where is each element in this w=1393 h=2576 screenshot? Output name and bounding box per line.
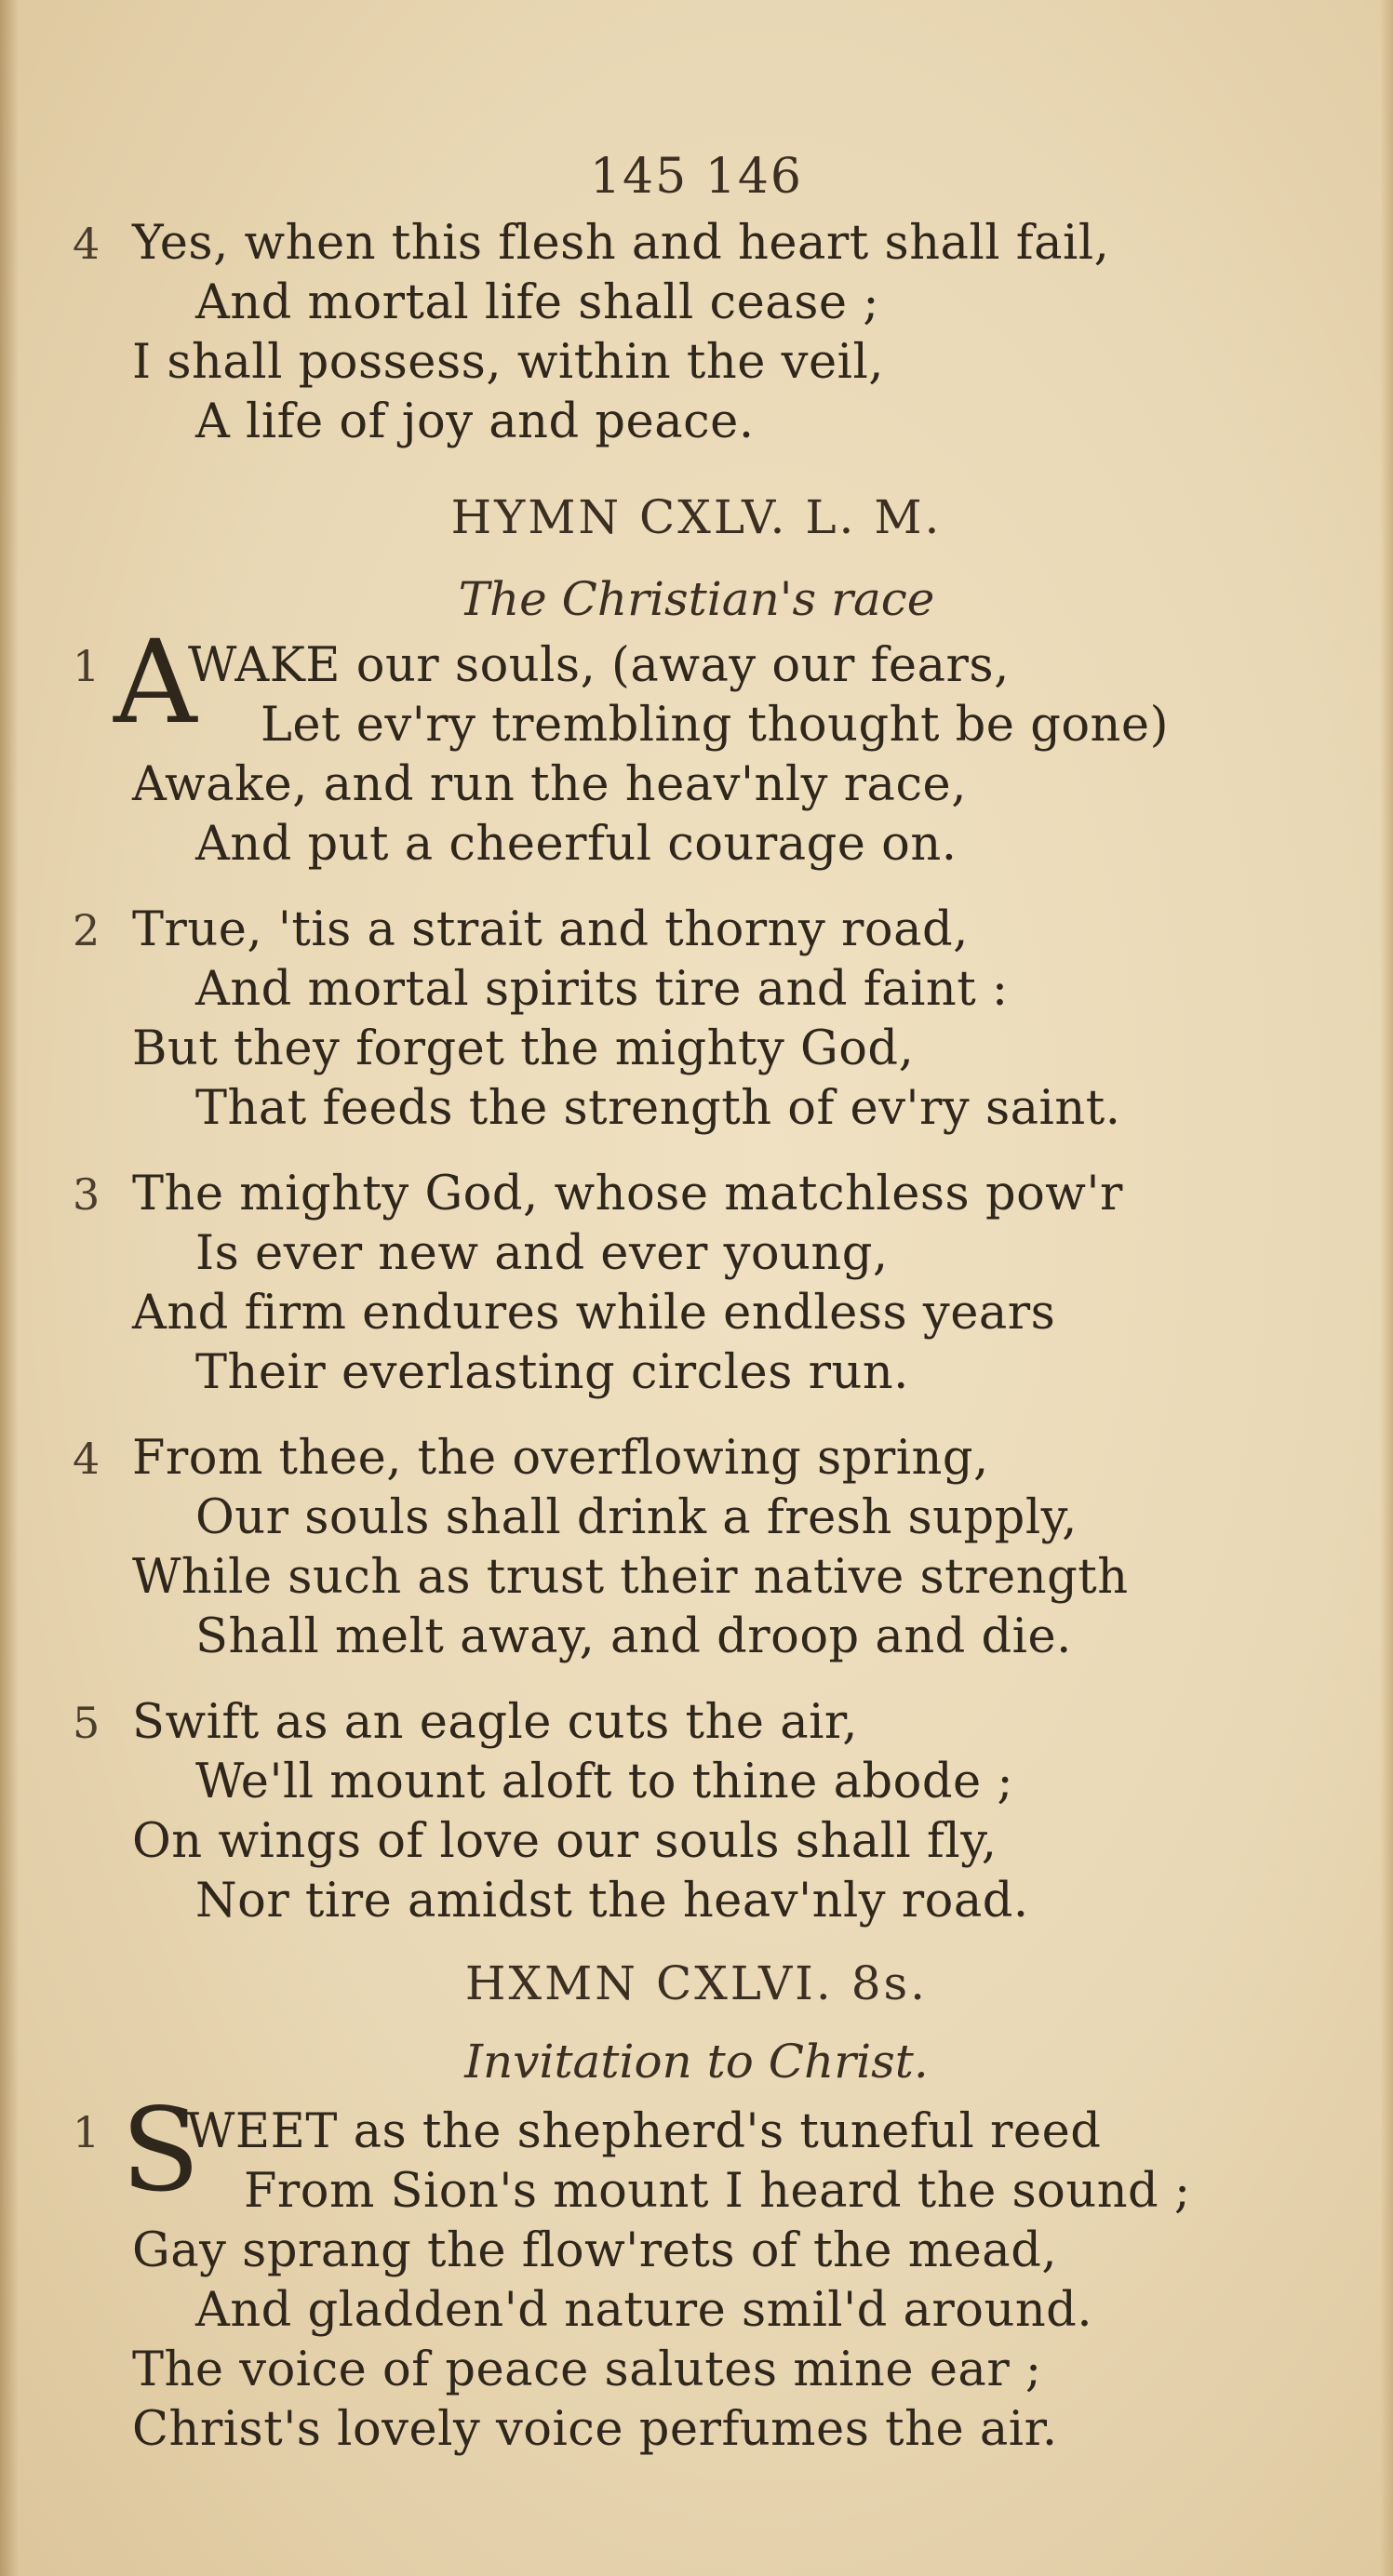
- verse-line: And put a cheerful courage on.: [195, 817, 958, 872]
- verse-line: True, 'tis a strait and thorny road,: [132, 902, 969, 957]
- verse-line: From Sion's mount I heard the sound ;: [244, 2164, 1191, 2219]
- verse-number: 4: [73, 1434, 100, 1484]
- verse-line: The mighty God, whose matchless pow'r: [132, 1167, 1123, 1221]
- verse-line: Christ's lovely voice perfumes the air.: [132, 2402, 1058, 2457]
- verse-line: WAKE our souls, (away our fears,: [188, 638, 1010, 693]
- verse-line: WEET as the shepherd's tuneful reed: [186, 2104, 1102, 2159]
- hymn-subtitle: Invitation to Christ.: [464, 2035, 929, 2089]
- verse-line: Gay sprang the flow'rets of the mead,: [132, 2223, 1058, 2278]
- verse-line: A life of joy and peace.: [195, 394, 755, 449]
- verse-number: 4: [73, 219, 100, 269]
- verse-line: Their everlasting circles run.: [195, 1345, 909, 1400]
- verse-line: And firm endures while endless years: [132, 1286, 1056, 1341]
- verse-line: Yes, when this flesh and heart shall fail,: [132, 216, 1110, 271]
- drop-cap: S: [121, 2084, 200, 2218]
- verse-number: 1: [73, 2107, 100, 2157]
- verse-number: 1: [73, 641, 100, 691]
- verse-line: We'll mount aloft to thine abode ;: [195, 1755, 1014, 1809]
- verse-line: Swift as an eagle cuts the air,: [132, 1695, 858, 1750]
- hymn-title: HXMN CXLVI. 8s.: [464, 1956, 929, 2010]
- verse-number: 2: [73, 905, 100, 955]
- verse-line: Let ev'ry trembling thought be gone): [261, 698, 1169, 753]
- verse-line: Nor tire amidst the heav'nly road.: [195, 1874, 1029, 1929]
- verse-line: That feeds the strength of ev'ry saint.: [195, 1081, 1121, 1136]
- verse-line: On wings of love our souls shall fly,: [132, 1814, 998, 1869]
- verse-line: Shall melt away, and droop and die.: [195, 1609, 1072, 1664]
- verse-number: 3: [73, 1169, 100, 1220]
- verse-line: Awake, and run the heav'nly race,: [132, 757, 967, 812]
- verse-line: While such as trust their native strength: [132, 1550, 1129, 1605]
- verse-number: 5: [73, 1698, 100, 1748]
- verse-line: From thee, the overflowing spring,: [132, 1431, 989, 1486]
- verse-line: Our souls shall drink a fresh supply,: [195, 1490, 1078, 1545]
- verse-line: I shall possess, within the veil,: [132, 335, 884, 390]
- page-edge-right: [1380, 0, 1393, 2576]
- verse-line: The voice of peace salutes mine ear ;: [132, 2342, 1042, 2397]
- hymn-subtitle: The Christian's race: [458, 572, 935, 626]
- verse-line: And mortal life shall cease ;: [195, 275, 879, 330]
- page-number: 145 146: [589, 149, 804, 205]
- verse-line: Is ever new and ever young,: [195, 1226, 889, 1281]
- verse-line: And mortal spirits tire and faint :: [195, 962, 1009, 1017]
- verse-line: But they forget the mighty God,: [132, 1021, 915, 1076]
- hymn-title: HYMN CXLV. L. M.: [450, 490, 943, 544]
- page-edge-left: [0, 0, 19, 2576]
- verse-line: And gladden'd nature smil'd around.: [195, 2283, 1093, 2338]
- drop-cap: A: [114, 616, 197, 750]
